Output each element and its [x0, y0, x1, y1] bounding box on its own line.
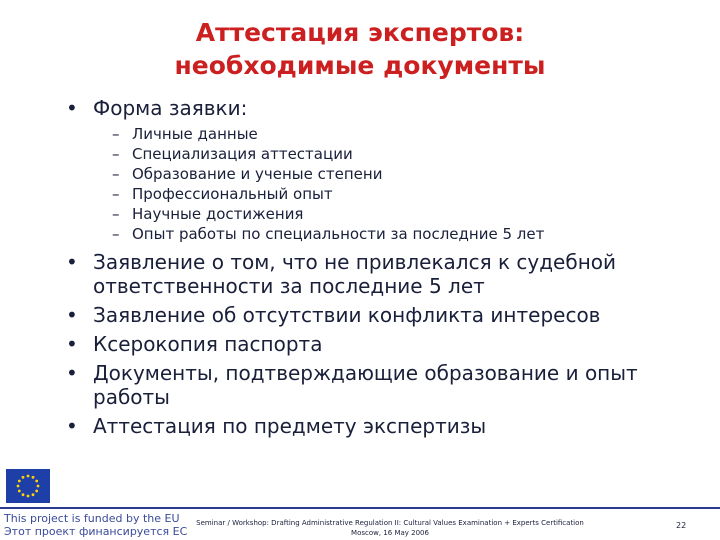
bullet-marker: • — [66, 303, 78, 327]
bullet-item — [66, 303, 706, 327]
bullet-label: Форма заявки: — [93, 96, 248, 120]
sub-item-text: Опыт работы по специальности за последние 5 лет — [132, 225, 545, 243]
sub-item — [66, 144, 706, 164]
slide-title — [0, 16, 720, 82]
page-number: 22 — [676, 521, 687, 530]
slide-content — [66, 96, 706, 443]
dash-marker: – — [112, 225, 120, 243]
bullet-marker: • — [66, 361, 78, 385]
dash-marker: – — [112, 125, 120, 143]
bullet-item — [66, 250, 706, 298]
dash-marker: – — [112, 185, 120, 203]
sub-item-text: Профессиональный опыт — [132, 185, 333, 203]
eu-funding-note — [4, 512, 187, 538]
bullet-marker: • — [66, 332, 78, 356]
bullet-marker: • — [66, 414, 78, 438]
sub-item-text: Личные данные — [132, 125, 258, 143]
application-form-items — [66, 124, 706, 244]
seminar-place-date: Moscow, 16 May 2006 — [351, 529, 429, 537]
bullet-marker: • — [66, 96, 78, 120]
seminar-title: Seminar / Workshop: Drafting Administrative Regulation II: Cultural Values Examination + Experts Certification — [196, 519, 584, 527]
dash-marker: – — [112, 165, 120, 183]
bullet-application-form — [66, 96, 706, 120]
seminar-caption — [190, 518, 590, 538]
bullet-text: Документы, подтверждающие образование и опыт работы — [93, 361, 638, 409]
title-line-1: Аттестация экспертов: — [195, 18, 525, 47]
dash-marker: – — [112, 145, 120, 163]
footer-divider — [0, 507, 720, 509]
bullet-item — [66, 361, 706, 409]
sub-item-text: Образование и ученые степени — [132, 165, 383, 183]
sub-item — [66, 204, 706, 224]
funded-russian: Этот проект финансируется ЕС — [4, 525, 188, 538]
bullet-text: Заявление об отсутствии конфликта интересов — [93, 303, 601, 327]
sub-item — [66, 224, 706, 244]
eu-flag-icon — [6, 469, 50, 503]
sub-item — [66, 184, 706, 204]
sub-item — [66, 164, 706, 184]
bullet-item — [66, 414, 706, 438]
bullet-marker: • — [66, 250, 78, 274]
bullet-text: Заявление о том, что не привлекался к судебной ответственности за последние 5 лет — [93, 250, 616, 298]
bullet-item — [66, 332, 706, 356]
required-documents-list — [66, 250, 706, 438]
sub-item — [66, 124, 706, 144]
sub-item-text: Специализация аттестации — [132, 145, 353, 163]
title-line-2: необходимые документы — [174, 51, 546, 80]
sub-item-text: Научные достижения — [132, 205, 304, 223]
funded-english: This project is funded by the EU — [4, 512, 180, 525]
bullet-text: Ксерокопия паспорта — [93, 332, 323, 356]
bullet-text: Аттестация по предмету экспертизы — [93, 414, 487, 438]
dash-marker: – — [112, 205, 120, 223]
